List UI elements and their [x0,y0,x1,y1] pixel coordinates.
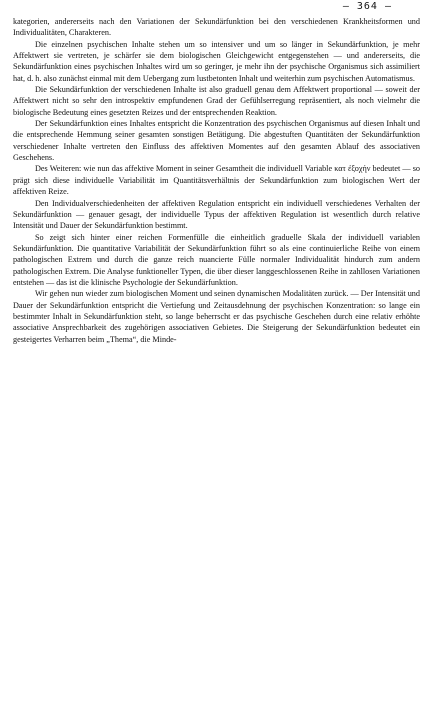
body-text [13,16,420,345]
paragraph: So zeigt sich hinter einer reichen Formenfülle die einheitlich graduelle Skala der individuell variablen Sekundärfunktion. Die quantitative Variabilität der Sekundärfunktion führt so als eine continuierliche Reihe von einem pathologischen Extrem und durch die ganze reich nuancierte Fülle normaler Individualität hindurch zum andern pathologischen Extrem. Die Analyse funktioneller Typen, die über dieser langgeschlossenen Reihe in zahllosen Variationen entstehen — das ist die klinische Psychologie der Sekundärfunktion. [13,232,420,287]
paragraph: Der Sekundärfunktion eines Inhaltes entspricht die Konzentration des psychischen Organismus auf diesen Inhalt und die entsprechende Hemmung seiner gesamten sonstigen Betätigung. Die abgestuften Quantitäten der Sekundärfunktion verschiedener Inhalte vertreten den Einfluss des affektiven Momentes auf den gesamten Ablauf des associativen Geschehens. [13,119,420,163]
paragraph: Des Weiteren: wie nun das affektive Moment in seiner Gesamtheit die individuell Variable κατ ἐξοχήν bedeutet — so prägt sich diese individuelle Variabilität im Quantitätsverhältnis der Sekundärfunktion zum biologischen Wert der affektiven Reize. [13,164,420,197]
paragraph: Den Individualverschiedenheiten der affektiven Regulation entspricht ein individuell verschiedenes Verhalten der Sekundärfunktion — genauer gesagt, der individuelle Typus der affektiven Regulation ist wesentlich durch relative Intensität und Dauer der Sekundärfunktion bestimmt. [13,198,420,231]
page-number: — 364 — [342,1,392,12]
paragraph: Wir gehen nun wieder zum biologischen Moment und seinen dynamischen Modalitäten zurück. — Der Intensität und Dauer der Sekundärfunktion entspricht die Vertiefung und Zeitausdehnung der psychischen Konzentration: so lange ein bestimmter Inhalt in Sekundärfunktion steht, so lange beherrscht er das psychische Geschehen durch eine relativ erhöhte associative Ansprechbarkeit des zugehörigen associativen Gebietes. Die Steigerung der Sekundärfunktion bedeutet ein gesteigertes Verharren beim „Thema“, die Minde- [13,289,420,344]
paragraph: Die Sekundärfunktion der verschiedenen Inhalte ist also graduell genau dem Affektwert proportional — soweit der Affektwert nicht so sehr den introspektiv empfundenen Grad der Gefühlserregung repräsentiert, als noch vielmehr die biologische Bedeutung eines gesetzten Reizes und der entsprechenden Reaktion. [13,85,420,117]
paragraph: kategorien, andererseits nach den Variationen der Sekundärfunktion bei den verschiedenen Krankheitsformen und Individualitäten, Charakteren. [13,17,420,38]
paragraph: Die einzelnen psychischen Inhalte stehen um so intensiver und um so länger in Sekundärfunktion, je mehr Affektwert sie vertreten, je schärfer sie dem biologischen Gleichgewicht entgegenstehen — und andererseits, die Sekundärfunktion eines psychischen Inhaltes wird um so geringer, je mehr ihn der psychische Organismus sich assimiliert hat, d. h. also zunächst einmal mit dem Uebergang zum lustbetonten Inhalt und weiterhin zum psychischen Automatismus. [13,39,420,83]
